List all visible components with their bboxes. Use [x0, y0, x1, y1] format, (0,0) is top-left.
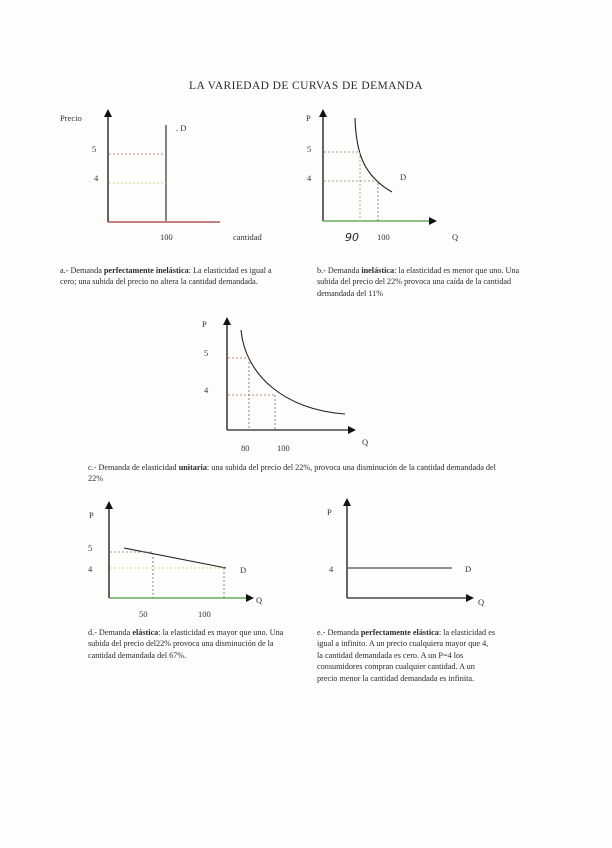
graph-c-demand-curve	[241, 330, 345, 414]
graph-b	[306, 113, 458, 244]
graph-e-curve-label: D	[465, 564, 472, 574]
graph-a-tick-4: 4	[94, 173, 99, 183]
caption-b	[317, 265, 525, 299]
graph-b-curve-label: D	[400, 172, 407, 182]
graph-d-tick-50: 50	[139, 609, 148, 619]
graph-d	[88, 505, 262, 619]
graph-d-demand-line	[124, 548, 226, 568]
graph-b-tick-4: 4	[307, 173, 312, 183]
caption-e	[317, 627, 495, 684]
graph-b-tick-100: 100	[377, 232, 390, 242]
graph-d-tick-100: 100	[198, 609, 211, 619]
graph-a-tick-5: 5	[92, 144, 97, 154]
caption-e-lead: e.- Demanda	[317, 628, 361, 637]
caption-c-rest: : una subida del precio del 22%, provoca una disminución de la cantidad demandada del 22%	[88, 463, 496, 484]
caption-b-lead: b.- Demanda	[317, 266, 362, 275]
graph-b-y-label: P	[306, 113, 311, 123]
caption-e-rest: : la elasticidad es igual a infinito. A un precio cualquiera mayor que 4, la cantidad demandada es cero. A un P=4 los consumidores compran cualquier cantidad. A un precio menor la cantidad demandada es infinita.	[317, 628, 496, 683]
caption-d	[88, 627, 286, 661]
graph-d-y-label: P	[89, 510, 94, 520]
graph-b-tick-5: 5	[307, 144, 312, 154]
caption-a-rest: : La elasticidad es igual a cero; una subida del precio no altera la cantidad demandada.	[60, 266, 272, 287]
graph-b-handwritten-90: 90	[345, 231, 359, 244]
graph-a	[60, 113, 263, 242]
caption-b-rest: : la elasticidad es menor que uno. Una subida del precio del 22% provoca una caída de la cantidad demandada del 11%	[317, 266, 520, 298]
graph-b-x-label: Q	[452, 232, 459, 242]
graph-d-curve-label: D	[240, 565, 247, 575]
caption-d-bold: elástica	[132, 628, 159, 637]
caption-b-bold: inelástica	[361, 266, 395, 275]
caption-e-bold: perfectamente elástica	[360, 628, 439, 637]
graph-e-y-label: P	[327, 507, 332, 517]
graph-d-x-label: Q	[256, 595, 263, 605]
graph-a-tick-100: 100	[160, 232, 173, 242]
graph-c-tick-4: 4	[204, 385, 209, 395]
graph-a-x-label: cantidad	[233, 232, 262, 242]
graph-c-x-label: Q	[362, 437, 369, 447]
graph-e-tick-4: 4	[329, 564, 334, 574]
graph-c-tick-100: 100	[277, 443, 290, 453]
caption-d-lead: d.- Demanda	[88, 628, 133, 637]
graph-a-y-label: Precio	[60, 113, 82, 123]
page-title: LA VARIEDAD DE CURVAS DE DEMANDA	[189, 80, 423, 92]
graph-c-tick-5: 5	[204, 348, 209, 358]
caption-c-bold: unitaria	[178, 463, 207, 472]
graph-e	[327, 502, 484, 607]
graph-c-tick-80: 80	[241, 443, 250, 453]
graph-a-curve-label: . D	[176, 123, 187, 133]
caption-c-lead: c.- Demanda de elasticidad	[88, 463, 179, 472]
graph-d-tick-5: 5	[88, 543, 93, 553]
caption-d-rest: : la elasticidad es mayor que uno. Una subida del precio del22% provoca una disminución de la cantidad demandada del 67%.	[88, 628, 284, 660]
caption-a-lead: a.- Demanda	[60, 266, 104, 275]
graph-d-tick-4: 4	[88, 564, 93, 574]
caption-a-bold: perfectamente inelástica	[103, 266, 189, 275]
graph-e-x-label: Q	[478, 597, 485, 607]
caption-a	[60, 265, 288, 288]
graph-c-y-label: P	[202, 319, 207, 329]
caption-c	[88, 462, 508, 485]
graph-c	[202, 319, 368, 453]
